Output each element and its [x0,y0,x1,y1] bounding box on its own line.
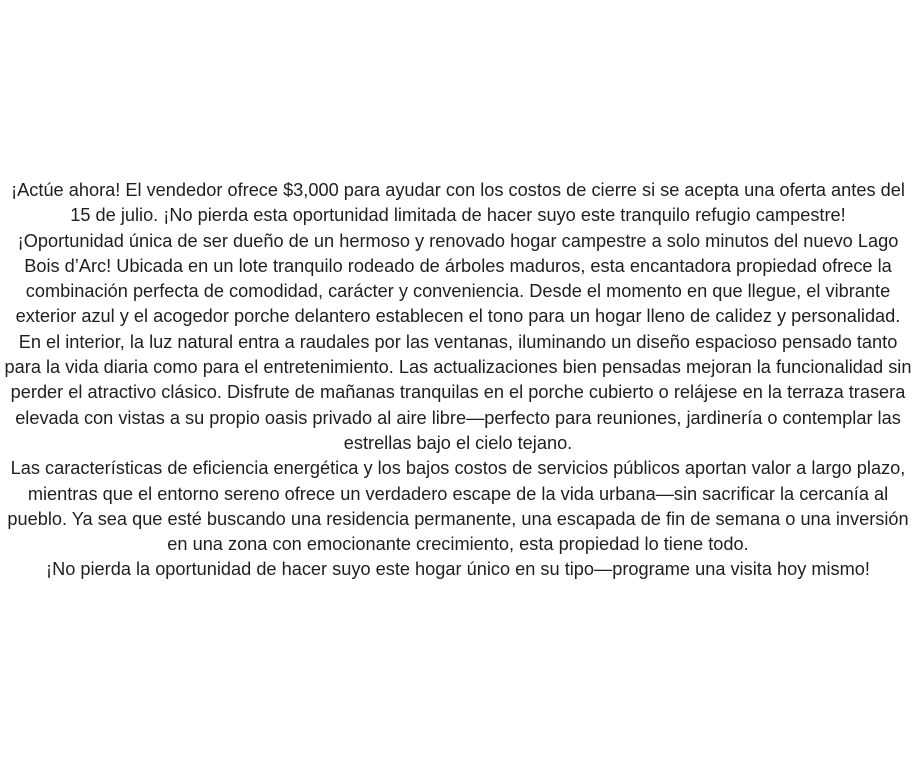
paragraph-call-to-action: ¡No pierda la oportunidad de hacer suyo este hogar único en su tipo—programe una visita hoy mismo! [46,559,870,580]
paragraph-interior: En el interior, la luz natural entra a raudales por las ventanas, iluminando un diseño espacioso pensado tanto para la vida diaria como para el entretenimiento. Las actualizaciones bien pensadas mejoran la funcionalidad sin perder el atractivo clásico. Disfrute de mañanas tranquilas en el porche cubierto o relájese en la terraza trasera elevada con vistas a su propio oasis privado al aire libre—perfecto para reuniones, jardinería o contemplar las estrellas bajo el cielo tejano. [4,331,912,453]
paragraph-intro: ¡Oportunidad única de ser dueño de un hermoso y renovado hogar campestre a solo minutos del nuevo Lago Bois d’Arc! Ubicada en un lote tranquilo rodeado de árboles maduros, esta encantadora propiedad ofrece la combinación perfecta de comodidad, carácter y conveniencia. Desde el momento en que llegue, el vibrante exterior azul y el acogedor porche delantero establecen el tono para un hogar lleno de calidez y personalidad. [15,230,901,327]
paragraph-offer: ¡Actúe ahora! El vendedor ofrece $3,000 para ayudar con los costos de cierre si se acepta una oferta antes del 15 de julio. ¡No pierda esta oportunidad limitada de hacer suyo este tranquilo refugio campestre! [11,180,905,226]
paragraph-efficiency: Las características de eficiencia energética y los bajos costos de servicios públicos aportan valor a largo plazo, mientras que el entorno sereno ofrece un verdadero escape de la vida urbana—sin sacrificar la cercanía al pueblo. Ya sea que esté buscando una residencia permanente, una escapada de fin de semana o una inversión en una zona con emocionante crecimiento, esta propiedad lo tiene todo. [7,458,909,555]
listing-description [0,178,916,583]
